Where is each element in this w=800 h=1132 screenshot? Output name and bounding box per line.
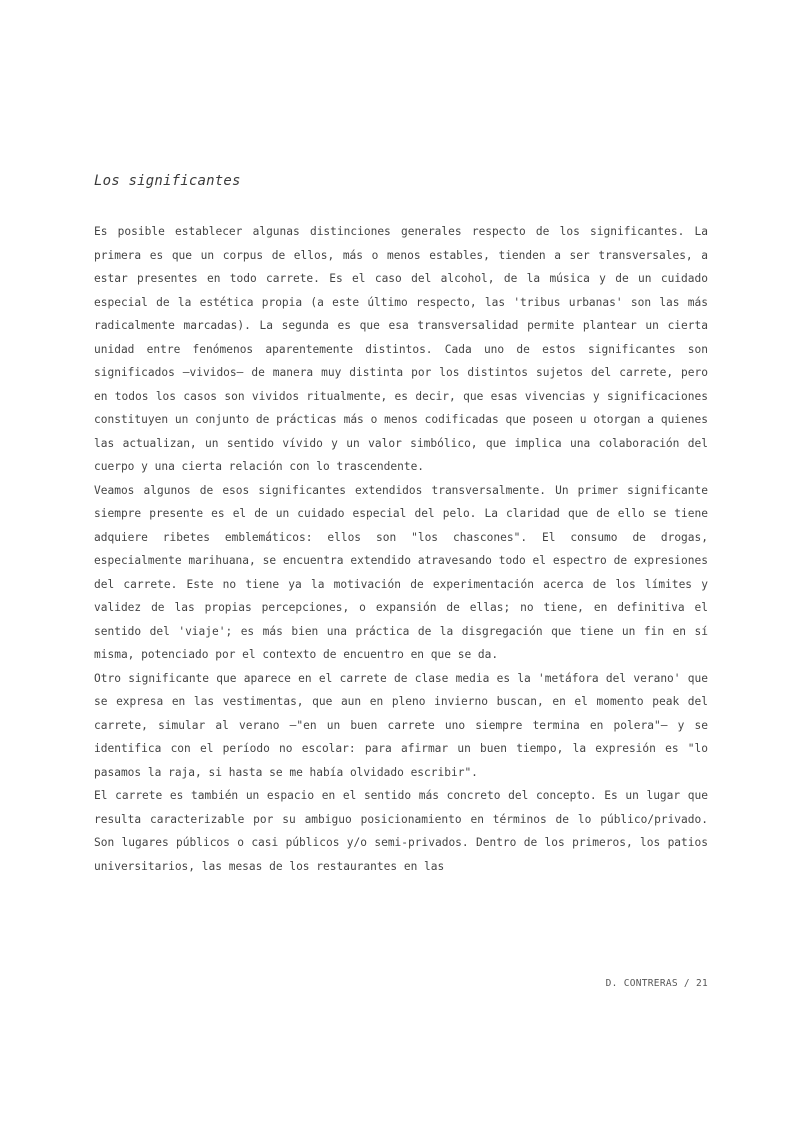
- paragraph-3: Otro significante que aparece en el carrete de clase media es la 'metáfora del verano' que se expresa en las vestimentas, que aun en pleno invierno buscan, en el momento peak del carrete, simular al verano —"en un buen carrete uno siempre termina en polera"— y se identifica con el período no escolar: para afirmar un buen tiempo, la expresión es "lo pasamos la raja, si hasta se me había olvidado escribir".: [94, 671, 708, 779]
- paragraph-1: Es posible establecer algunas distinciones generales respecto de los significantes. La primera es que un corpus de ellos, más o menos estables, tienden a ser transversales, a estar presentes en todo carrete. Es el caso del alcohol, de la música y de un cuidado especial de la estética propia (a este último respecto, las 'tribus urbanas' son las más radicalmente marcadas). La segunda es que esa transversalidad permite plantear un cierta unidad entre fenómenos aparentemente distintos. Cada uno de estos significantes son significados —vividos— de manera muy distinta por los distintos sujetos del carrete, pero en todos los casos son vividos ritualmente, es decir, que esas vivencias y significaciones constituyen un conjunto de prácticas más o menos codificadas que poseen u otorgan a quienes las actualizan, un sentido vívido y un valor simbólico, que implica una colaboración del cuerpo y una cierta relación con lo trascendente.: [94, 225, 708, 473]
- body-text: [94, 220, 708, 878]
- section-heading: Los significantes: [94, 173, 241, 189]
- page-footer: D. CONTRERAS / 21: [605, 978, 708, 989]
- paragraph-4: El carrete es también un espacio en el sentido más concreto del concepto. Es un lugar que resulta caracterizable por su ambiguo posicionamiento en términos de lo público/privado. Son lugares públicos o casi públicos y/o semi-privados. Dentro de los primeros, los patios universitarios, las mesas de los restaurantes en las: [94, 789, 708, 873]
- paragraph-2: Veamos algunos de esos significantes extendidos transversalmente. Un primer significante siempre presente es el de un cuidado especial del pelo. La claridad que de ello se tiene adquiere ribetes emblemáticos: ellos son "los chascones". El consumo de drogas, especialmente marihuana, se encuentra extendido atravesando todo el espectro de expresiones del carrete. Este no tiene ya la motivación de experimentación acerca de los límites y validez de las propias percepciones, o expansión de ellas; no tiene, en definitiva el sentido del 'viaje'; es más bien una práctica de la disgregación que tiene un fin en sí misma, potenciado por el contexto de encuentro en que se da.: [94, 483, 708, 661]
